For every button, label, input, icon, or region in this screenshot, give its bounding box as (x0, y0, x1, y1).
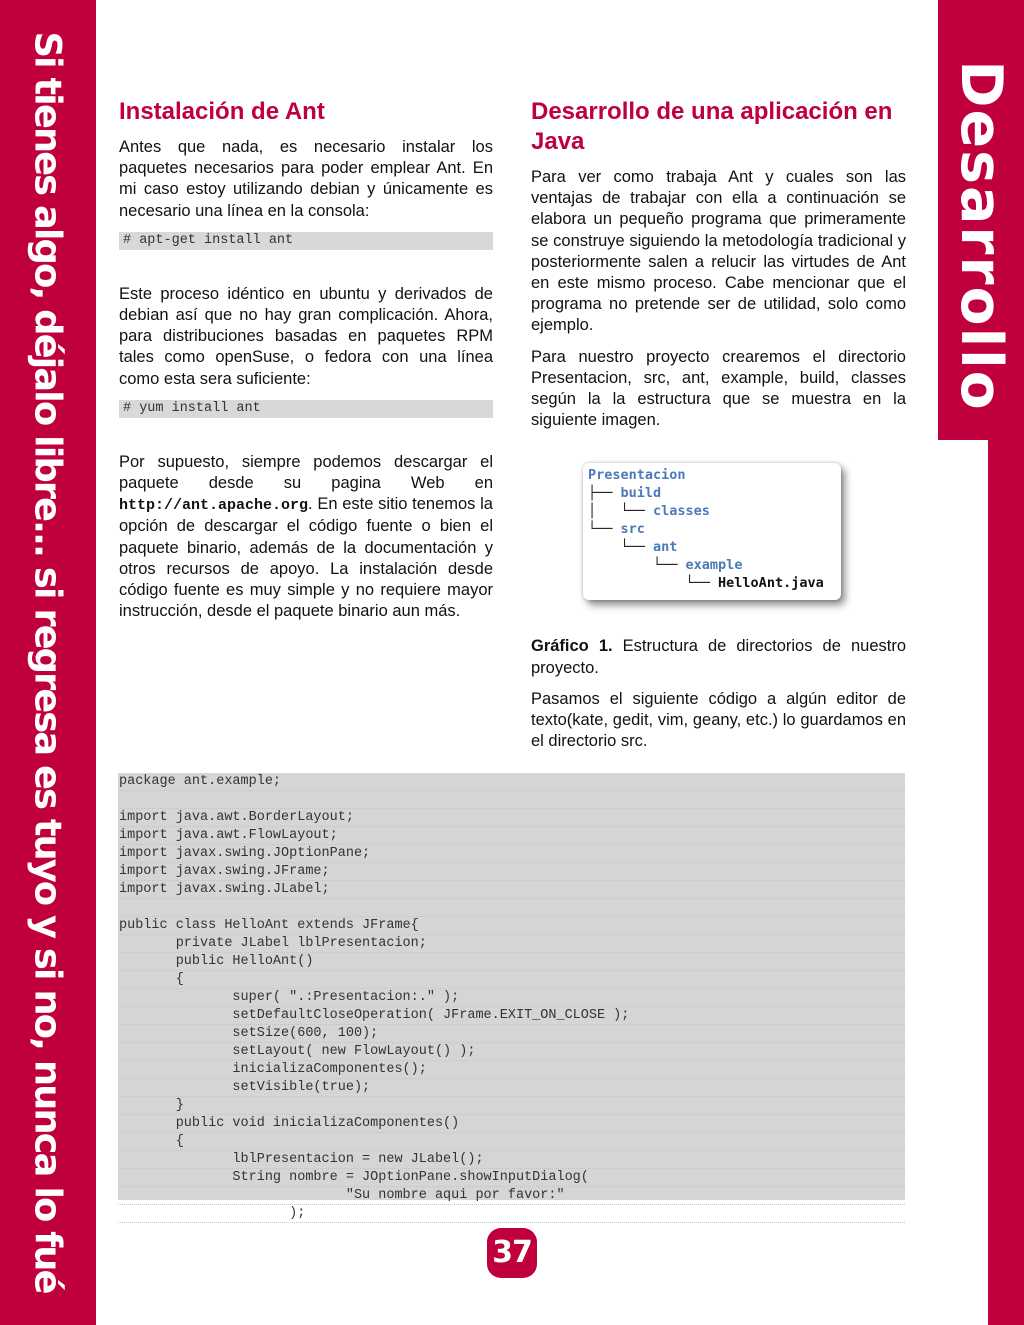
code-line: setSize(600, 100); (118, 1025, 905, 1043)
code-line: package ant.example; (118, 773, 905, 791)
directory-tree-figure: Presentacion ├── build │ └── classes └── src └── ant └── example └── HelloAnt.java (583, 463, 841, 600)
tree-classes: classes (653, 503, 710, 519)
code-line: lblPresentacion = new JLabel(); (118, 1151, 905, 1169)
command-apt: # apt-get install ant (119, 232, 493, 250)
install-paragraph-1: Antes que nada, es necesario instalar los paquetes necesarios para poder emplear Ant. En mi caso estoy utilizando debian y únicamente es necesario una línea en la consola: (119, 138, 493, 220)
tree-file: HelloAnt.java (718, 575, 824, 591)
tree-build: build (620, 485, 662, 501)
code-line: "Su nombre aqui por favor:" (118, 1187, 905, 1205)
code-listing (118, 773, 905, 1221)
dev-paragraph-1: Para ver como trabaja Ant y cuales son las ventajas de trabajar con ella a continuación se elabora un pequeño programa que primeramente se construye siguiendo la metodología tradicional y posteriormente salen a relucir las virtudes de Ant en este mismo proceso. Cabe mencionar que el programa no pretende ser de utilidad, solo como ejemplo. (531, 168, 906, 335)
left-side-band (0, 0, 96, 1325)
code-line: import javax.swing.JFrame; (118, 863, 905, 881)
code-line: setVisible(true); (118, 1079, 905, 1097)
code-line: import javax.swing.JOptionPane; (118, 845, 905, 863)
install-title: Instalación de Ant (119, 98, 325, 125)
right-side-band (988, 440, 1024, 1325)
code-line: public HelloAnt() (118, 953, 905, 971)
code-line (118, 791, 905, 809)
right-column (531, 97, 906, 762)
code-line: inicializaComponentes(); (118, 1061, 905, 1079)
tree-example: example (685, 557, 743, 573)
code-line: private JLabel lblPresentacion; (118, 935, 905, 953)
code-line: { (118, 971, 905, 989)
side-quote: Si tienes algo, déjalo libre... si regresa es tuyo y si no, nunca lo fué (26, 31, 70, 1293)
code-line: String nombre = JOptionPane.showInputDialog( (118, 1169, 905, 1187)
tree-ant: ant (653, 539, 678, 555)
code-line: import java.awt.BorderLayout; (118, 809, 905, 827)
install-paragraph-2: Este proceso idéntico en ubuntu y derivados de debian así que no hay gran complicación. Ahora, para distribuciones basadas en paquetes RPM tales como openSuse, o fedora con una línea como esta sera suficiente: (119, 284, 493, 388)
tree-root: Presentacion (588, 467, 686, 483)
code-line: { (118, 1133, 905, 1151)
page-number: 37 (487, 1228, 537, 1278)
ant-url-link[interactable]: http://ant.apache.org (119, 497, 309, 515)
code-line: } (118, 1097, 905, 1115)
code-line: setDefaultCloseOperation( JFrame.EXIT_ON_CLOSE ); (118, 1007, 905, 1025)
tree-src: src (620, 521, 645, 537)
figure-caption: Gráfico 1. Estructura de directorios de nuestro proyecto. (531, 637, 906, 677)
dev-paragraph-2: Para nuestro proyecto crearemos el directorio Presentacion, src, ant, example, build, classes según la la estructura que se muestra en la siguiente imagen. (531, 347, 906, 430)
code-line: import javax.swing.JLabel; (118, 881, 905, 899)
code-line: ); (118, 1205, 905, 1223)
code-line: public void inicializaComponentes() (118, 1115, 905, 1133)
section-tab (938, 0, 1024, 440)
left-column (119, 97, 493, 632)
dev-title: Desarrollo de una aplicación en Java (531, 98, 893, 155)
code-line: super( ".:Presentacion:." ); (118, 989, 905, 1007)
section-tab-label: Desarrollo (948, 60, 1014, 412)
dev-paragraph-3: Pasamos el siguiente código a algún editor de texto(kate, gedit, vim, geany, etc.) lo guardamos en el directorio src. (531, 689, 906, 751)
code-line (118, 899, 905, 917)
command-yum: # yum install ant (119, 400, 493, 418)
code-line: import java.awt.FlowLayout; (118, 827, 905, 845)
code-line: setLayout( new FlowLayout() ); (118, 1043, 905, 1061)
code-line: public class HelloAnt extends JFrame{ (118, 917, 905, 935)
install-paragraph-3: Por supuesto, siempre podemos descargar el paquete desde su pagina Web en http://ant.apache.org. En este sitio tenemos la opción de descargar el código fuente o bien el paquete binario, además de la documentación y otros recursos de apoyo. La instalación desde código fuente es muy simple y no requiere mayor instrucción, desde el paquete binario aun más. (119, 452, 493, 621)
